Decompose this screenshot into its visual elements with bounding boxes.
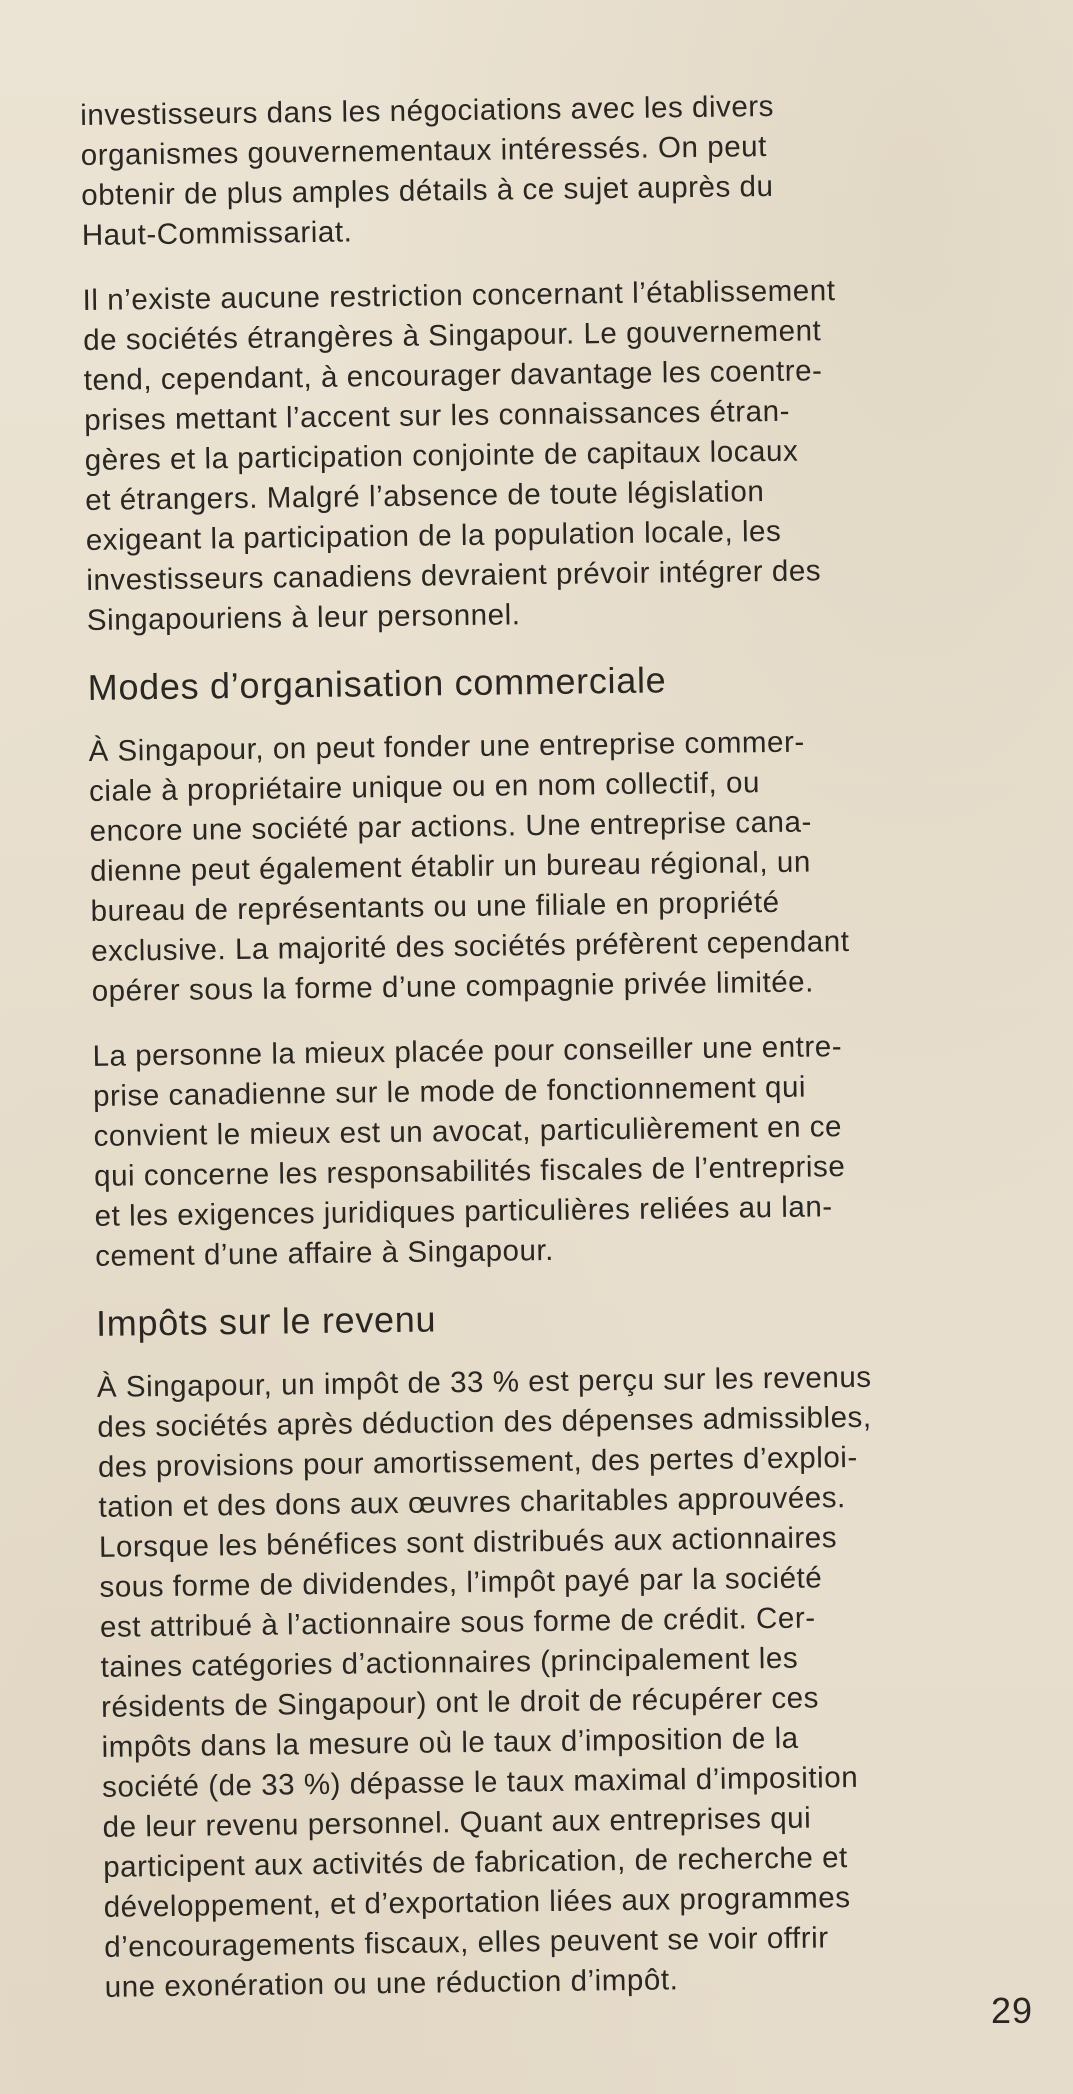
text-line: Singapouriens à leur personnel. bbox=[86, 598, 521, 637]
text-line: est attribué à l’actionnaire sous forme de crédit. Cer- bbox=[99, 1601, 816, 1644]
text-line: investisseurs dans les négociations avec les divers bbox=[80, 89, 775, 132]
text-line: de leur revenu personnel. Quant aux entreprises qui bbox=[102, 1801, 812, 1844]
text-line: encore une société par actions. Une entreprise cana- bbox=[89, 805, 813, 848]
paragraph-investor-negotiations bbox=[80, 84, 1022, 256]
text-line: À Singapour, on peut fonder une entreprise commer- bbox=[88, 725, 805, 768]
paragraph-income-tax bbox=[97, 1356, 1045, 2008]
text-line: sous forme de dividendes, l’impôt payé par la société bbox=[99, 1561, 823, 1604]
paragraph-business-forms bbox=[88, 720, 1032, 1012]
text-line: gères et la participation conjointe de capitaux locaux bbox=[84, 434, 799, 477]
text-line: d’encouragements fiscaux, elles peuvent se voir offrir bbox=[104, 1921, 829, 1964]
text-line: société (de 33 %) dépasse le taux maximal d’imposition bbox=[101, 1760, 859, 1804]
text-line: des provisions pour amortissement, des pertes d’exploi- bbox=[97, 1440, 859, 1484]
paragraph-foreign-companies bbox=[82, 269, 1027, 641]
text-line: ciale à propriétaire unique ou en nom collectif, ou bbox=[88, 766, 761, 808]
text-line: Haut-Commissariat. bbox=[81, 215, 353, 252]
text-line: opérer sous la forme d’une compagnie privée limitée. bbox=[91, 965, 815, 1008]
text-line: investisseurs canadiens devraient prévoir intégrer des bbox=[86, 554, 822, 597]
text-line: de sociétés étrangères à Singapour. Le gouvernement bbox=[82, 314, 822, 357]
text-line: tend, cependant, à encourager davantage les coentre- bbox=[83, 354, 823, 397]
text-line: organismes gouvernementaux intéressés. On peut bbox=[80, 130, 768, 172]
text-line: convient le mieux est un avocat, particulièrement en ce bbox=[93, 1110, 843, 1153]
text-line: Il n’existe aucune restriction concernant l’établissement bbox=[82, 274, 836, 317]
text-line: résidents de Singapour) ont le droit de récupérer ces bbox=[100, 1681, 820, 1724]
text-line: des sociétés après déduction des dépenses admissibles, bbox=[97, 1400, 872, 1444]
section-heading-organisation: Modes d’organisation commerciale bbox=[87, 659, 667, 708]
text-line: À Singapour, un impôt de 33 % est perçu sur les revenus bbox=[96, 1360, 872, 1404]
text-line: obtenir de plus amples détails à ce sujet auprès du bbox=[81, 169, 774, 212]
text-line: tation et des dons aux œuvres charitables approuvées. bbox=[98, 1481, 847, 1524]
text-line: et les exigences juridiques particulières reliées au lan- bbox=[94, 1190, 833, 1233]
text-line: bureau de représentants ou une filiale en propriété bbox=[90, 885, 780, 928]
section-heading-income-tax: Impôts sur le revenu bbox=[95, 1298, 437, 1344]
text-line: Lorsque les bénéfices sont distribués aux actionnaires bbox=[98, 1521, 838, 1564]
text-line: participent aux activités de fabrication, de recherche et bbox=[102, 1841, 849, 1884]
text-line: prise canadienne sur le mode de fonctionnement qui bbox=[92, 1070, 807, 1113]
text-line: qui concerne les responsabilités fiscales de l’entreprise bbox=[93, 1150, 846, 1193]
paragraph-legal-advice bbox=[92, 1025, 1035, 1277]
text-line: exigeant la participation de la population locale, les bbox=[85, 514, 782, 557]
text-line: impôts dans la mesure où le taux d’imposition de la bbox=[101, 1721, 799, 1764]
text-line: dienne peut également établir un bureau régional, un bbox=[89, 845, 812, 888]
text-line: cement d’une affaire à Singapour. bbox=[94, 1233, 555, 1273]
text-line: La personne la mieux placée pour conseiller une entre- bbox=[92, 1030, 843, 1073]
text-line: et étrangers. Malgré l’absence de toute législation bbox=[85, 475, 765, 517]
page-body bbox=[80, 84, 1045, 2033]
text-line: développement, et d’exportation liées aux programmes bbox=[103, 1881, 851, 1924]
text-line: une exonération ou une réduction d’impôt. bbox=[104, 1963, 679, 2004]
text-line: exclusive. La majorité des sociétés préfèrent cependant bbox=[90, 925, 850, 968]
text-line: taines catégories d’actionnaires (principalement les bbox=[100, 1641, 799, 1684]
page-number: 29 bbox=[990, 1990, 1033, 2031]
text-line: prises mettant l’accent sur les connaissances étran- bbox=[84, 394, 791, 437]
